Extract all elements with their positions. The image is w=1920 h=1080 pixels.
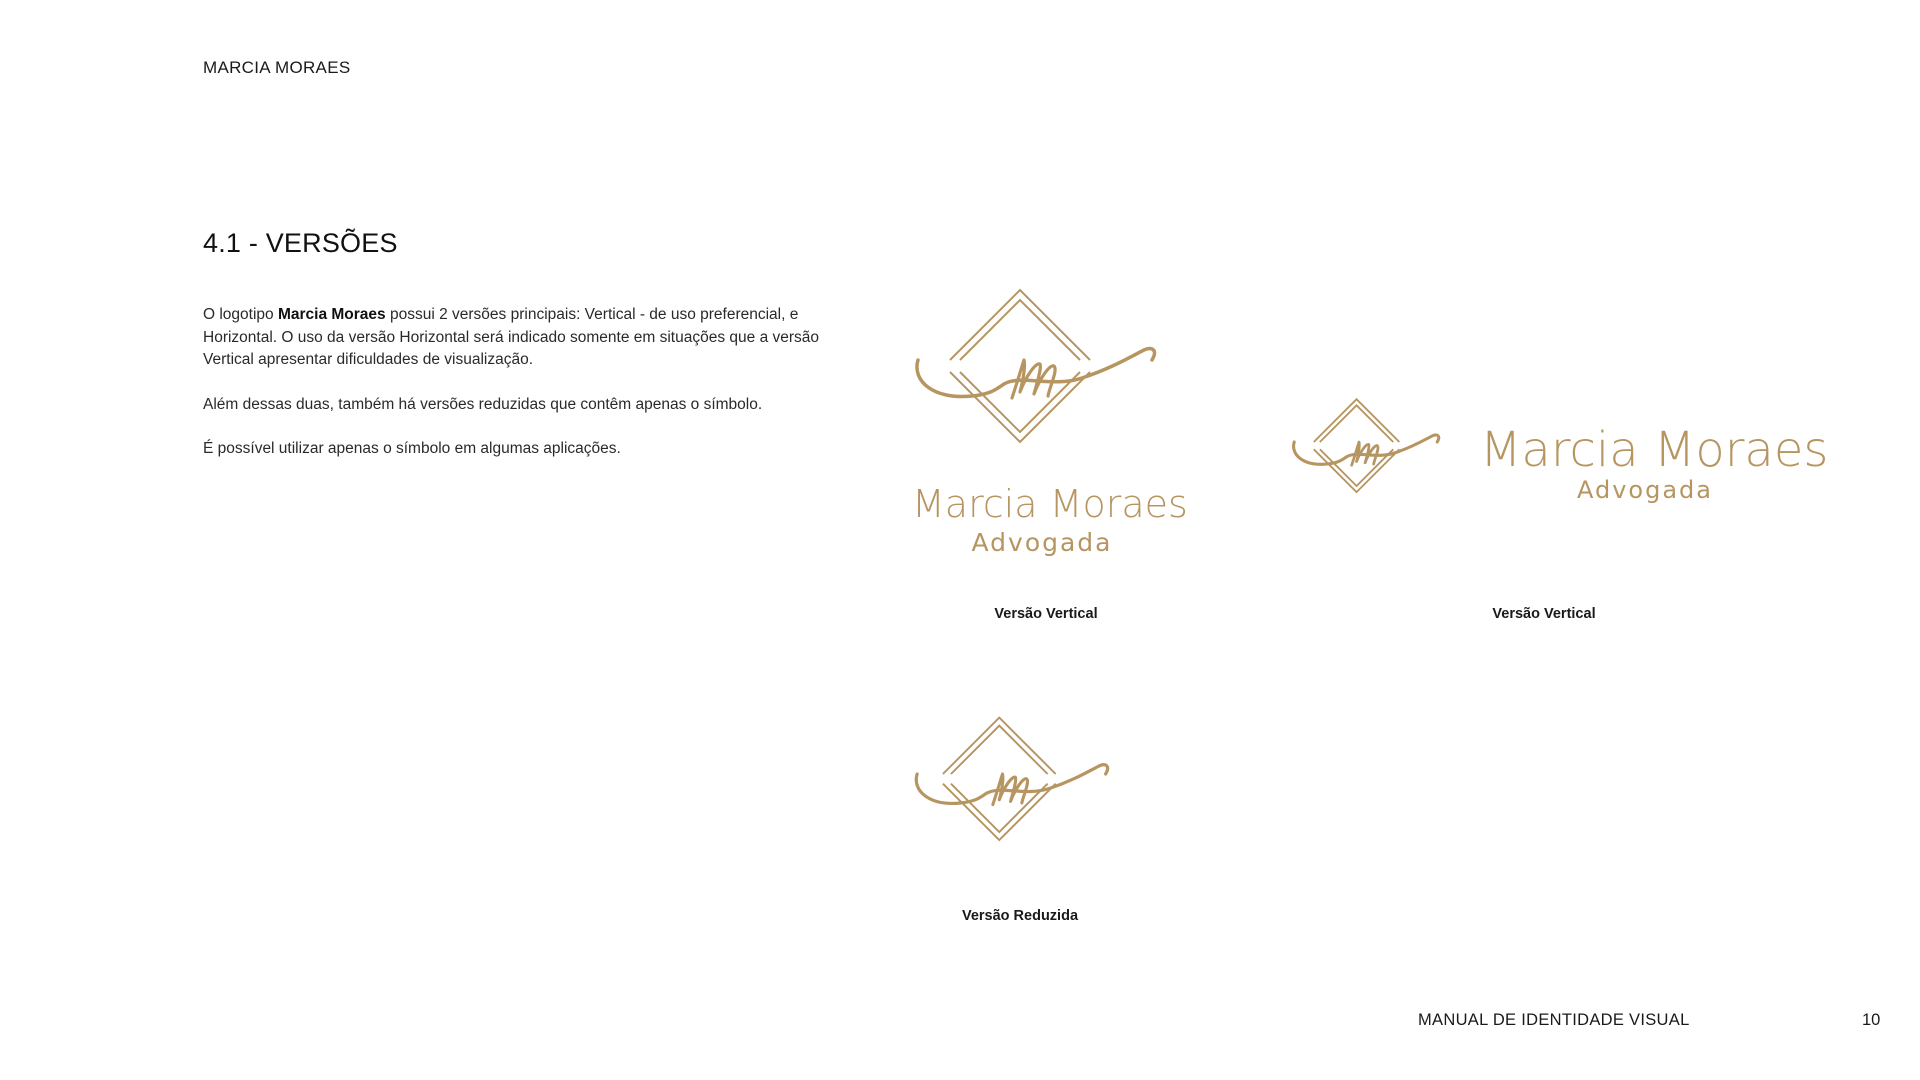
monogram-symbol-icon bbox=[1290, 398, 1450, 508]
logo-vertical bbox=[912, 288, 1188, 558]
monogram-symbol-icon bbox=[912, 716, 1122, 861]
brand-name-bold: Marcia Moraes bbox=[277, 306, 386, 323]
logo-horizontal-tagline: Advogada bbox=[1577, 476, 1713, 504]
logo-vertical-wordmark: Marcia Moraes bbox=[912, 482, 1188, 526]
logo-horizontal bbox=[1290, 398, 1830, 508]
page-number: 10 bbox=[1862, 1011, 1881, 1029]
footer-title: MANUAL DE IDENTIDADE VISUAL bbox=[1418, 1011, 1690, 1029]
paragraph-versions bbox=[203, 304, 833, 372]
section-body bbox=[203, 304, 833, 483]
paragraph-intro: O logotipo bbox=[203, 306, 278, 323]
caption-horizontal: Versão Vertical bbox=[1492, 606, 1596, 622]
paragraph-rest: possui 2 versões principais: Vertical - de uso preferencial, e Horizontal. O uso da versão Horizontal será indicado somente em situações que a versão Vertical apresentar dificuldades de visualização. bbox=[203, 306, 820, 368]
caption-reduced: Versão Reduzida bbox=[961, 908, 1079, 924]
monogram-symbol-icon bbox=[912, 288, 1172, 448]
logo-horizontal-wordmark: Marcia Moraes bbox=[1480, 422, 1829, 478]
logo-reduced bbox=[912, 716, 1132, 866]
paragraph-reduced: Além dessas duas, também há versões reduzidas que contêm apenas o símbolo. bbox=[203, 395, 763, 413]
caption-vertical: Versão Vertical bbox=[994, 606, 1098, 622]
paragraph-symbol: É possível utilizar apenas o símbolo em algumas aplicações. bbox=[203, 440, 621, 457]
logo-vertical-tagline: Advogada bbox=[971, 528, 1113, 557]
brand-header: MARCIA MORAES bbox=[203, 58, 351, 77]
section-title: 4.1 - VERSÕES bbox=[203, 228, 398, 258]
